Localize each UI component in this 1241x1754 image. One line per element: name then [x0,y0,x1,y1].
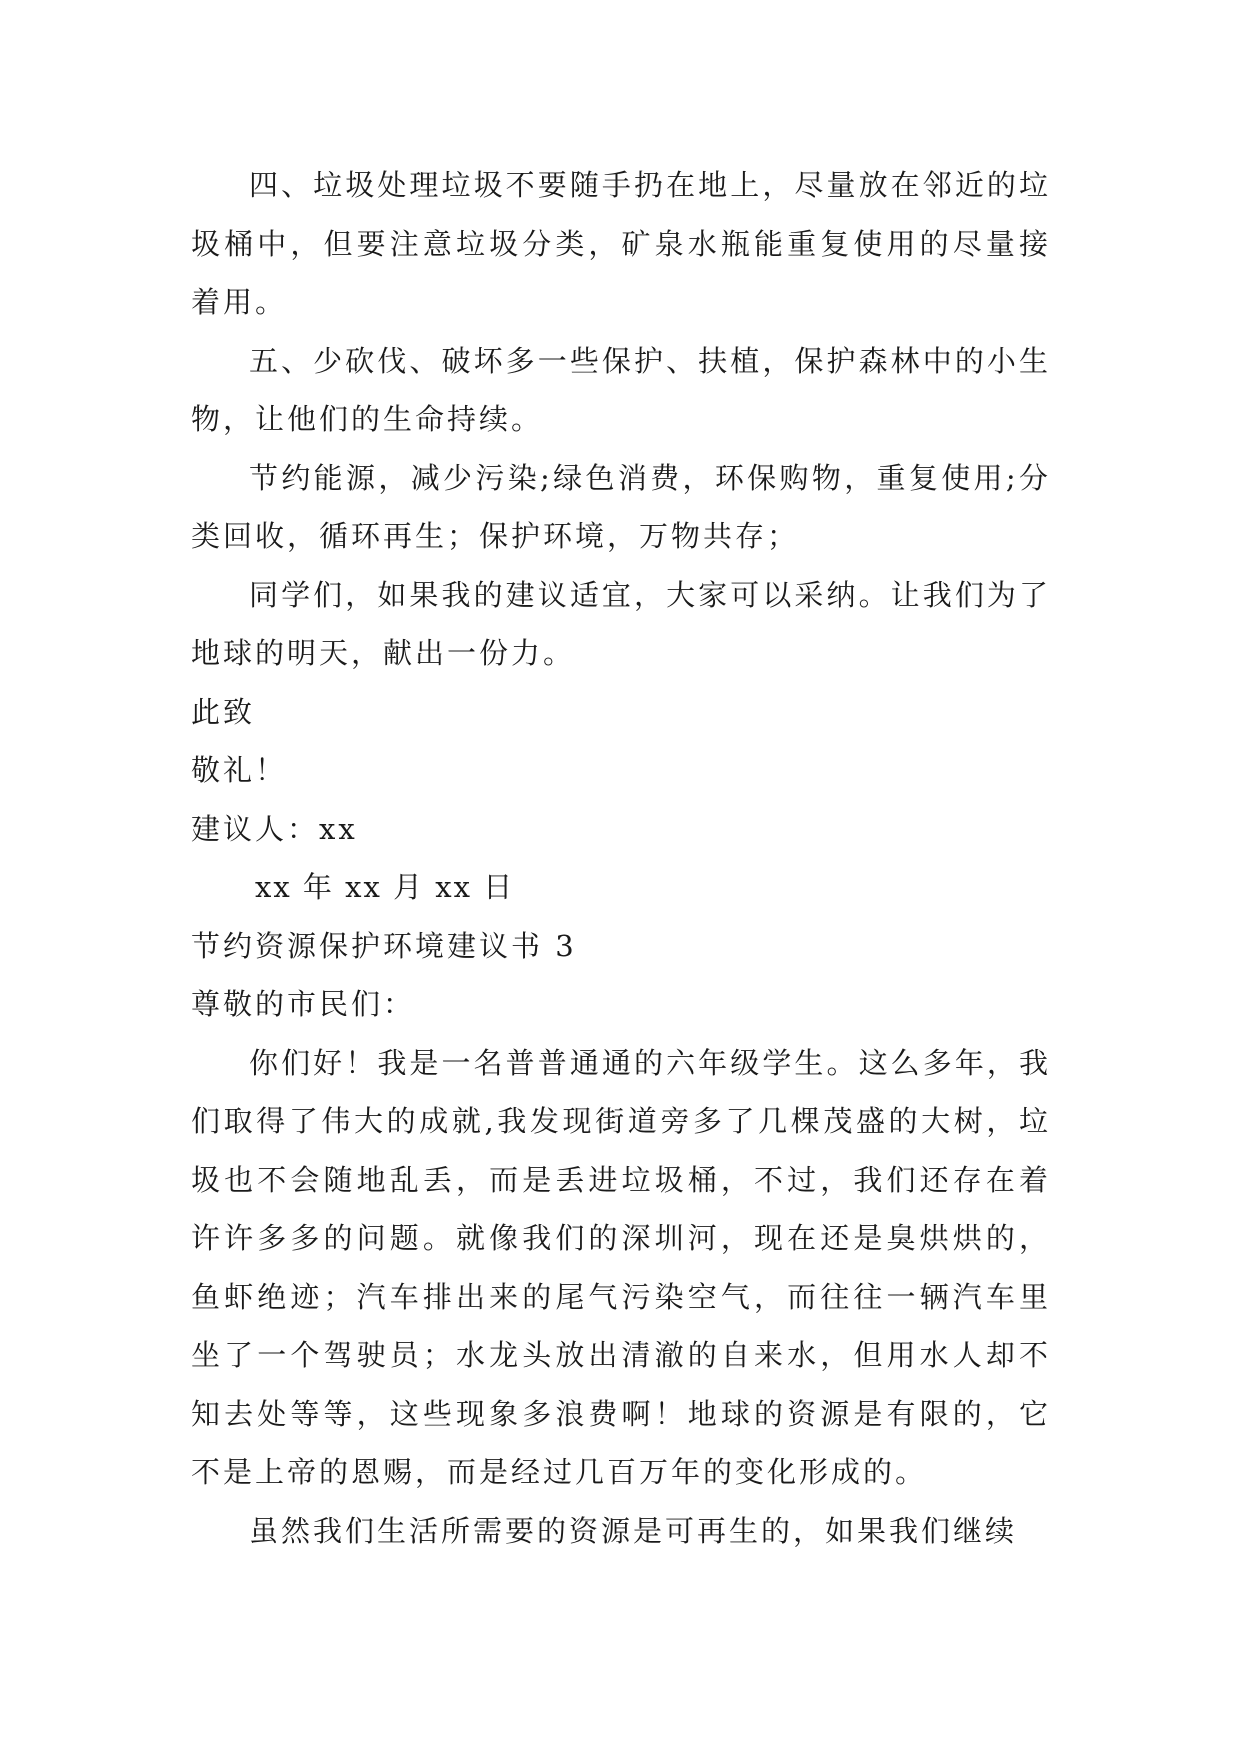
paragraph-point-five: 五、少砍伐、破坏多一些保护、扶植，保护森林中的小生物，让他们的生命持续。 [191,343,1051,436]
salutation-line-2: 敬礼！ [191,753,288,787]
paragraph-closing: 同学们，如果我的建议适宜，大家可以采纳。让我们为了地球的明天，献出一份力。 [191,577,1051,670]
paragraph-last: 虽然我们生活所需要的资源是可再生的，如果我们继续 [249,1513,1018,1548]
document-page [191,156,1051,1560]
paragraph-intro: 你们好！我是一名普普通通的六年级学生。这么多年，我们取得了伟大的成就,我发现街道旁多了几棵茂盛的大树，垃圾也不会随地乱丢，而是丢进垃圾桶，不过，我们还存在着许许多多的问题。就像我们的深圳河，现在还是臭烘烘的，鱼虾绝迹；汽车排出来的尾气污染空气，而往往一辆汽车里坐了一个驾驶员；水龙头放出清澈的自来水，但用水人却不知去处等等，这些现象多浪费啊！地球的资源是有限的，它不是上帝的恩赐，而是经过几百万年的变化形成的。 [191,1045,1051,1489]
paragraph-slogan: 节约能源，减少污染;绿色消费，环保购物，重复使用;分类回收，循环再生；保护环境，万物共存； [191,460,1051,553]
greeting-line: 尊敬的市民们： [191,987,416,1021]
date-line: xx 年 xx 月 xx 日 [255,870,515,904]
paragraph-point-four: 四、垃圾处理垃圾不要随手扔在地上，尽量放在邻近的垃圾桶中，但要注意垃圾分类，矿泉水瓶能重复使用的尽量接着用。 [191,168,1051,319]
signer-line: 建议人：xx [191,811,358,846]
section-title: 节约资源保护环境建议书 3 [191,928,577,963]
salutation-line-1: 此致 [191,694,256,729]
